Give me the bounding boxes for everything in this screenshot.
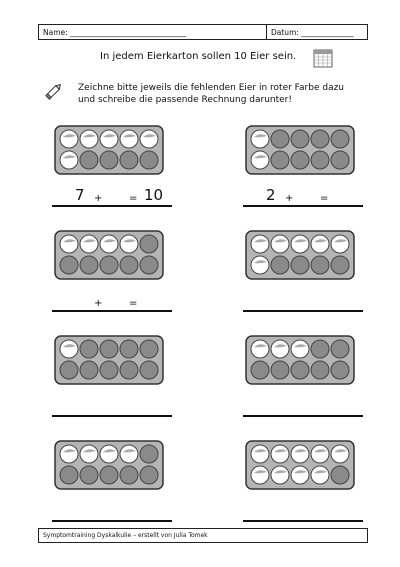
egg bbox=[271, 235, 289, 253]
equation-eq: = bbox=[129, 193, 138, 204]
empty-egg-slot bbox=[271, 361, 289, 379]
empty-egg-slot bbox=[291, 256, 309, 274]
egg bbox=[251, 130, 269, 148]
empty-egg-slot bbox=[120, 151, 138, 169]
empty-egg-slot bbox=[140, 340, 158, 358]
equation-a: 7 bbox=[75, 186, 85, 204]
egg bbox=[100, 445, 118, 463]
egg bbox=[291, 445, 309, 463]
egg bbox=[120, 235, 138, 253]
answer-line[interactable] bbox=[52, 500, 172, 522]
empty-egg-slot bbox=[80, 340, 98, 358]
empty-egg-slot bbox=[251, 361, 269, 379]
empty-egg-slot bbox=[60, 466, 78, 484]
empty-egg-slot bbox=[331, 130, 349, 148]
empty-egg-slot bbox=[100, 340, 118, 358]
egg bbox=[311, 235, 329, 253]
empty-egg-slot bbox=[271, 130, 289, 148]
empty-egg-slot bbox=[271, 256, 289, 274]
empty-egg-slot bbox=[311, 340, 329, 358]
egg bbox=[271, 340, 289, 358]
header-box bbox=[38, 24, 368, 40]
empty-egg-slot bbox=[140, 445, 158, 463]
egg-carton bbox=[54, 440, 164, 490]
instruction-line-1: Zeichne bitte jeweils die fehlenden Eier in roter Farbe dazu bbox=[78, 83, 345, 93]
empty-egg-slot bbox=[60, 256, 78, 274]
equation-eq: = bbox=[320, 193, 329, 204]
answer-underline bbox=[243, 520, 363, 522]
answer-line[interactable] bbox=[52, 185, 172, 207]
empty-egg-slot bbox=[100, 466, 118, 484]
empty-egg-slot bbox=[140, 235, 158, 253]
egg-carton bbox=[245, 230, 355, 280]
egg bbox=[80, 130, 98, 148]
egg bbox=[251, 235, 269, 253]
answer-underline bbox=[243, 205, 363, 207]
equation-plus: + bbox=[285, 193, 294, 204]
answer-underline bbox=[243, 310, 363, 312]
egg bbox=[291, 466, 309, 484]
egg bbox=[251, 151, 269, 169]
empty-egg-slot bbox=[80, 466, 98, 484]
egg bbox=[291, 340, 309, 358]
egg-carton bbox=[54, 125, 164, 175]
answer-line[interactable] bbox=[52, 290, 172, 312]
empty-egg-slot bbox=[140, 151, 158, 169]
egg bbox=[291, 235, 309, 253]
footer: Symptomtraining Dyskalkulie – erstellt von Julia Tomek bbox=[38, 528, 368, 543]
instruction-line-2: und schreibe die passende Rechnung darunter! bbox=[78, 95, 292, 105]
answer-line[interactable] bbox=[243, 185, 363, 207]
empty-egg-slot bbox=[120, 340, 138, 358]
equation-plus: + bbox=[94, 193, 103, 204]
egg bbox=[60, 340, 78, 358]
egg bbox=[331, 445, 349, 463]
empty-egg-slot bbox=[100, 151, 118, 169]
empty-egg-slot bbox=[311, 361, 329, 379]
egg bbox=[271, 466, 289, 484]
empty-egg-slot bbox=[100, 361, 118, 379]
empty-egg-slot bbox=[120, 466, 138, 484]
empty-egg-slot bbox=[80, 361, 98, 379]
empty-egg-slot bbox=[100, 256, 118, 274]
answer-line[interactable] bbox=[243, 500, 363, 522]
answer-line[interactable] bbox=[243, 290, 363, 312]
page-title: In jedem Eierkarton sollen 10 Eier sein. bbox=[100, 51, 297, 62]
instruction-text bbox=[78, 82, 344, 106]
empty-egg-slot bbox=[311, 130, 329, 148]
empty-egg-slot bbox=[331, 340, 349, 358]
egg-carton bbox=[245, 125, 355, 175]
egg bbox=[311, 445, 329, 463]
egg bbox=[271, 445, 289, 463]
egg bbox=[80, 445, 98, 463]
pencil-icon bbox=[44, 81, 64, 101]
empty-egg-slot bbox=[331, 256, 349, 274]
empty-egg-slot bbox=[60, 361, 78, 379]
empty-egg-slot bbox=[80, 256, 98, 274]
egg bbox=[100, 235, 118, 253]
equation-result: 10 bbox=[144, 186, 164, 204]
answer-underline bbox=[243, 415, 363, 417]
egg bbox=[140, 130, 158, 148]
egg-carton bbox=[54, 335, 164, 385]
answer-line[interactable] bbox=[243, 395, 363, 417]
equation-a: 2 bbox=[266, 186, 276, 204]
empty-egg-slot bbox=[331, 466, 349, 484]
egg-carton bbox=[245, 335, 355, 385]
egg bbox=[60, 235, 78, 253]
empty-egg-slot bbox=[120, 361, 138, 379]
empty-egg-slot bbox=[291, 130, 309, 148]
egg bbox=[60, 151, 78, 169]
empty-egg-slot bbox=[120, 256, 138, 274]
egg bbox=[120, 130, 138, 148]
egg bbox=[311, 466, 329, 484]
egg bbox=[251, 340, 269, 358]
egg-carton bbox=[54, 230, 164, 280]
egg bbox=[80, 235, 98, 253]
empty-egg-slot bbox=[80, 151, 98, 169]
calendar-icon bbox=[313, 48, 333, 68]
egg bbox=[60, 130, 78, 148]
answer-underline bbox=[52, 310, 172, 312]
egg bbox=[120, 445, 138, 463]
equation-eq: = bbox=[129, 298, 138, 309]
name-field: Name: _______________________________ bbox=[39, 25, 267, 39]
egg bbox=[251, 256, 269, 274]
empty-egg-slot bbox=[140, 361, 158, 379]
empty-egg-slot bbox=[311, 256, 329, 274]
empty-egg-slot bbox=[331, 151, 349, 169]
empty-egg-slot bbox=[140, 256, 158, 274]
empty-egg-slot bbox=[140, 466, 158, 484]
answer-line[interactable] bbox=[52, 395, 172, 417]
egg bbox=[251, 466, 269, 484]
empty-egg-slot bbox=[331, 361, 349, 379]
egg bbox=[251, 445, 269, 463]
egg bbox=[331, 235, 349, 253]
date-field: Datum: ______________ bbox=[271, 28, 354, 37]
empty-egg-slot bbox=[311, 151, 329, 169]
answer-underline bbox=[52, 415, 172, 417]
empty-egg-slot bbox=[291, 361, 309, 379]
egg bbox=[60, 445, 78, 463]
empty-egg-slot bbox=[291, 151, 309, 169]
egg-carton bbox=[245, 440, 355, 490]
empty-egg-slot bbox=[271, 151, 289, 169]
answer-underline bbox=[52, 205, 172, 207]
egg bbox=[100, 130, 118, 148]
equation-plus: + bbox=[94, 298, 103, 309]
answer-underline bbox=[52, 520, 172, 522]
